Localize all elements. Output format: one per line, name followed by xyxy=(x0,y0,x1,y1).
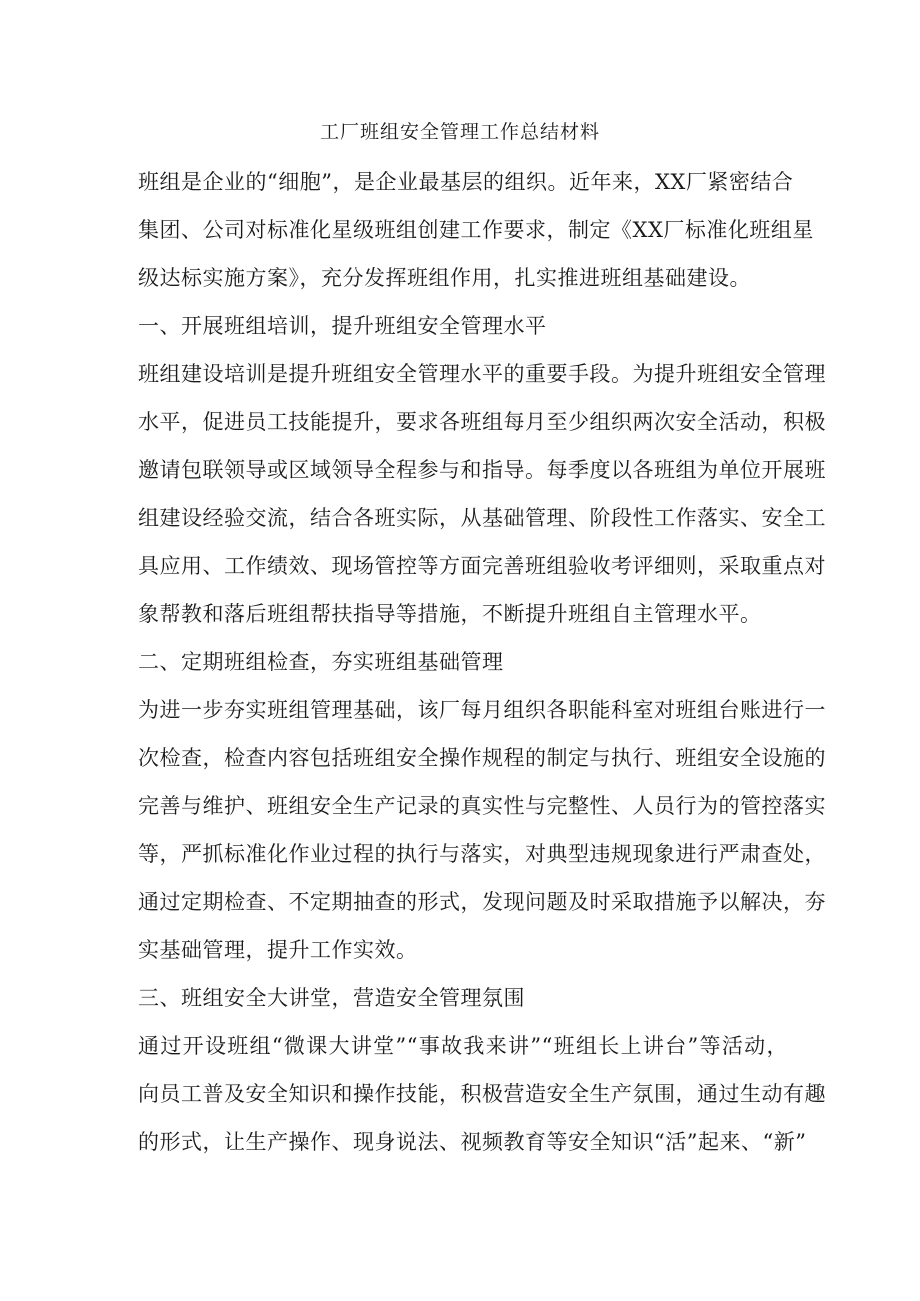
section1-line: 具应用、工作绩效、现场管控等方面完善班组验收考评细则，采取重点对 xyxy=(138,554,826,578)
section1-line: 邀请包联领导或区域领导全程参与和指导。每季度以各班组为单位开展班 xyxy=(138,458,826,482)
section2-line: 等，严抓标准化作业过程的执行与落实，对典型违规现象进行严肃查处， xyxy=(138,842,826,866)
section3-line: 通过开设班组“微课大讲堂”“事故我来讲”“班组长上讲台”等活动， xyxy=(138,1034,788,1058)
section2-line: 为进一步夯实班组管理基础，该厂每月组织各职能科室对班组台账进行一 xyxy=(138,698,826,722)
intro-line: 班组是企业的“细胞”，是企业最基层的组织。近年来，XX厂紧密结合 xyxy=(138,170,794,194)
intro-line: 级达标实施方案》，充分发挥班组作用，扎实推进班组基础建设。 xyxy=(138,266,751,290)
section1-line: 水平，促进员工技能提升，要求各班组每月至少组织两次安全活动，积极 xyxy=(138,410,826,434)
section1-line: 象帮教和落后班组帮扶指导等措施，不断提升班组自主管理水平。 xyxy=(138,602,762,626)
section3-line: 的形式，让生产操作、现身说法、视频教育等安全知识“活”起来、“新” xyxy=(138,1130,807,1154)
section3-line: 向员工普及安全知识和操作技能，积极营造安全生产氛围，通过生动有趣 xyxy=(138,1082,826,1106)
section1-line: 班组建设培训是提升班组安全管理水平的重要手段。为提升班组安全管理 xyxy=(138,362,826,386)
section2-line: 次检查，检查内容包括班组安全操作规程的制定与执行、班组安全设施的 xyxy=(138,746,826,770)
section2-line: 实基础管理，提升工作实效。 xyxy=(138,938,418,962)
document-title: 工厂班组安全管理工作总结材料 xyxy=(319,121,600,143)
section2-line: 完善与维护、班组安全生产记录的真实性与完整性、人员行为的管控落实 xyxy=(138,794,826,818)
section2-line: 通过定期检查、不定期抽查的形式，发现问题及时采取措施予以解决，夯 xyxy=(138,890,826,914)
section2-heading: 二、定期班组检查，夯实班组基础管理 xyxy=(138,650,504,674)
intro-line: 集团、公司对标准化星级班组创建工作要求，制定《XX厂标准化班组星 xyxy=(138,218,814,242)
section1-heading: 一、开展班组培训，提升班组安全管理水平 xyxy=(138,314,547,338)
section3-heading: 三、班组安全大讲堂，营造安全管理氛围 xyxy=(138,986,525,1010)
section1-line: 组建设经验交流，结合各班实际，从基础管理、阶段性工作落实、安全工 xyxy=(138,506,826,530)
